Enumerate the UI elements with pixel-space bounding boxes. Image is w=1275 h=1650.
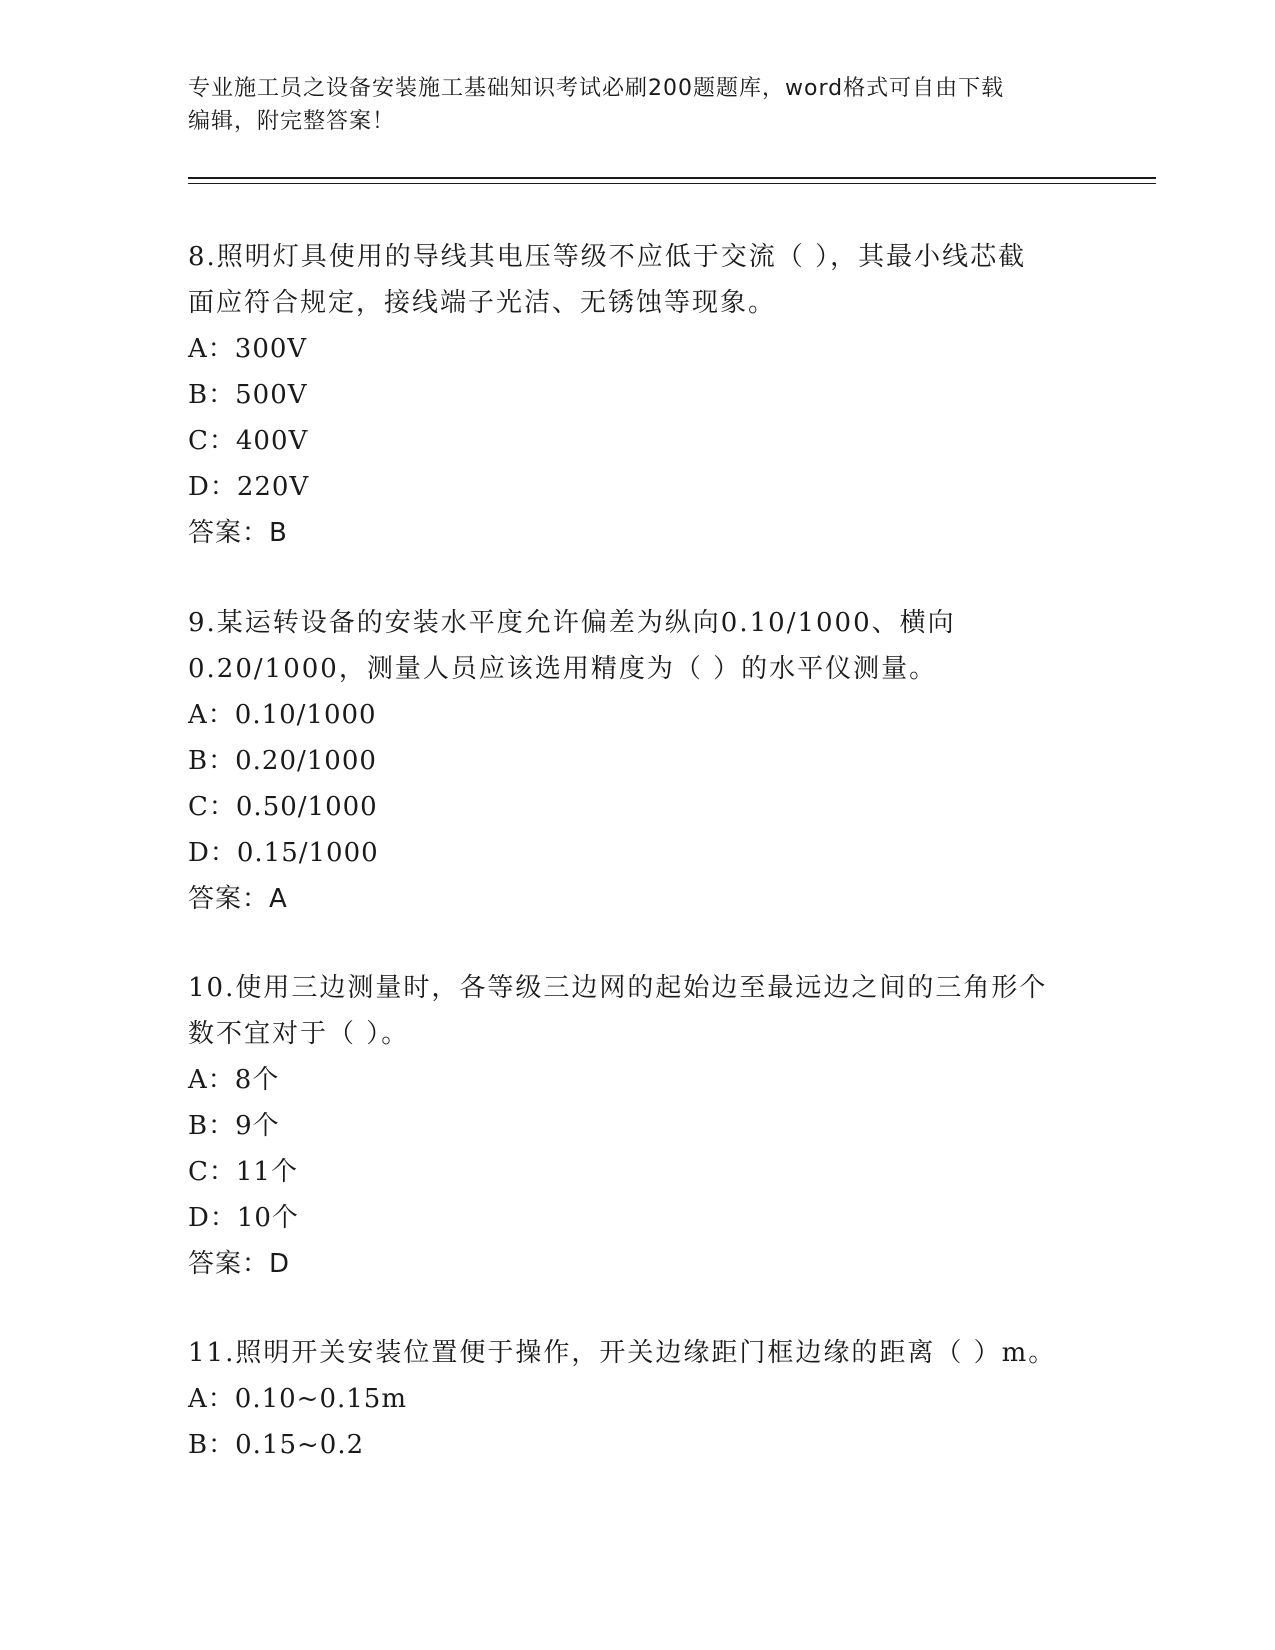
question-11: [188, 1330, 1088, 1468]
option-d: D：0.15/1000: [188, 838, 379, 868]
header-divider-thin: [188, 183, 1156, 184]
answer-line: 答案：B: [188, 518, 288, 548]
header-divider-thick: [188, 177, 1156, 179]
question-9: [188, 600, 1088, 922]
question-stem-line: 面应符合规定，接线端子光洁、无锈蚀等现象。: [188, 288, 777, 318]
option-b: B：0.20/1000: [188, 746, 377, 776]
question-stem-line: 10.使用三边测量时，各等级三边网的起始边至最远边之间的三角形个: [188, 973, 1048, 1003]
option-a: A：0.10/1000: [188, 700, 377, 730]
question-stem-line: 数不宜对于（ ）。: [188, 1019, 410, 1049]
option-b: B：0.15~0.2: [188, 1430, 365, 1460]
answer-line: 答案：D: [188, 1249, 291, 1279]
answer-line: 答案：A: [188, 884, 288, 914]
question-8: [188, 234, 1088, 556]
option-b: B：9个: [188, 1111, 280, 1141]
option-a: A：0.10~0.15m: [188, 1384, 407, 1414]
option-b: B：500V: [188, 380, 308, 410]
question-10: [188, 965, 1088, 1287]
option-c: C：0.50/1000: [188, 792, 378, 822]
option-c: C：11个: [188, 1157, 298, 1187]
question-stem-line: 8.照明灯具使用的导线其电压等级不应低于交流（ ），其最小线芯截: [188, 242, 1027, 272]
question-stem-line: 9.某运转设备的安装水平度允许偏差为纵向0.10/1000、横向: [188, 608, 956, 638]
question-stem-line: 0.20/1000，测量人员应该选用精度为（ ）的水平仪测量。: [188, 654, 938, 684]
option-d: D：10个: [188, 1203, 299, 1233]
header-line-2: 编辑，附完整答案！: [188, 109, 396, 134]
option-a: A：8个: [188, 1065, 280, 1095]
document-header: [188, 72, 1068, 138]
option-c: C：400V: [188, 426, 309, 456]
header-line-1: 专业施工员之设备安装施工基础知识考试必刷200题题库，word格式可自由下载: [188, 76, 1005, 101]
question-stem-line: 11.照明开关安装位置便于操作，开关边缘距门框边缘的距离（ ）m。: [188, 1338, 1057, 1368]
option-a: A：300V: [188, 334, 308, 364]
option-d: D：220V: [188, 472, 310, 502]
